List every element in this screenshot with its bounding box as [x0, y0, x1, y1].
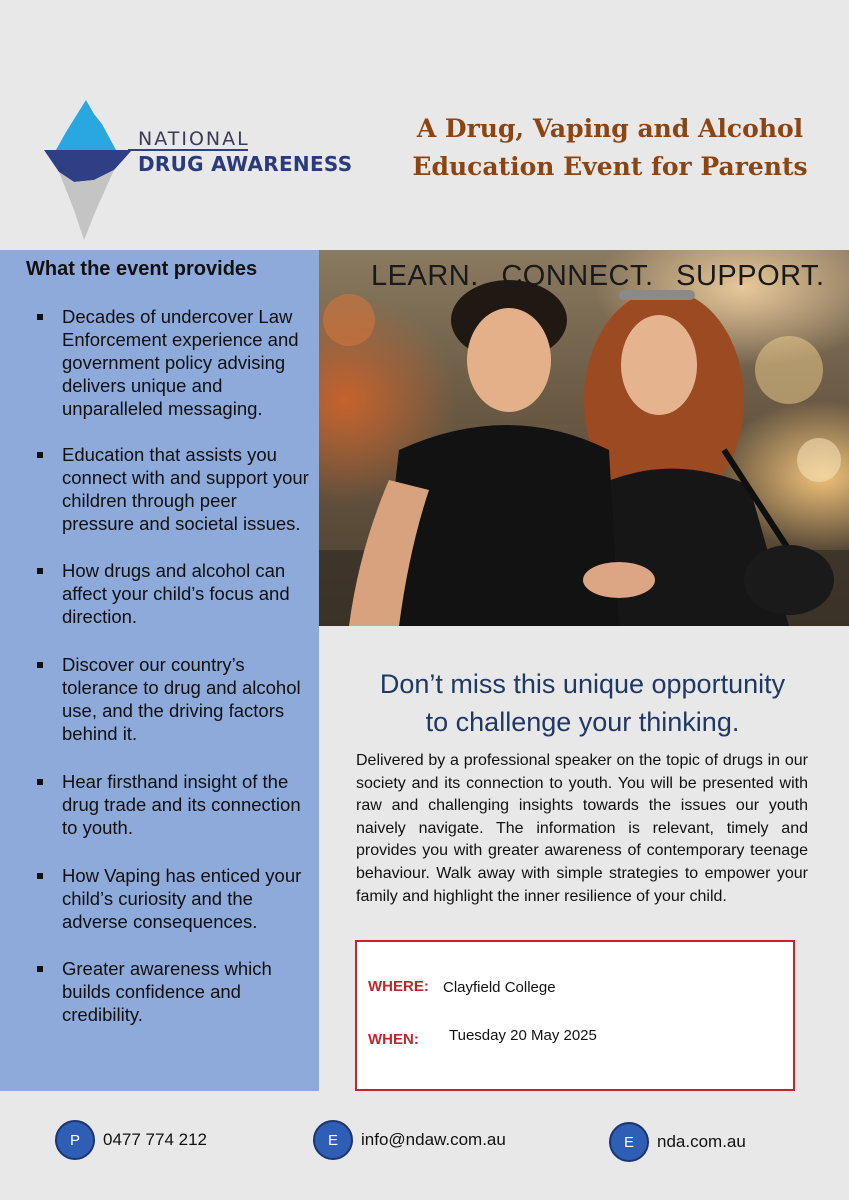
list-item — [0, 305, 319, 420]
website-url[interactable]: nda.com.au — [657, 1132, 746, 1151]
list-item — [0, 864, 319, 933]
list-item-text: Decades of undercover Law Enforcement experience and government policy advising delivers unique and unparalleled messaging. — [62, 306, 299, 419]
opportunity-heading — [330, 665, 835, 741]
event-description: Delivered by a professional speaker on the topic of drugs in our society and its connection to youth. You will be presented with raw and challenging insights towards the issues our youth naively navigate. The information is relevant, timely and provides you with greater awareness of contemporary teenage behaviour. Walk away with simple strategies to empower your family and highlight the inner resilience of your child. — [356, 752, 808, 905]
sidebar-title: What the event provides — [26, 258, 258, 280]
list-item-text: Education that assists you connect with and support your children through peer pressure and societal issues. — [62, 444, 309, 534]
list-item — [0, 443, 319, 535]
bullet-icon — [37, 662, 43, 668]
where-label: WHERE: — [368, 978, 429, 995]
list-item-text: How drugs and alcohol can affect your child’s focus and direction. — [62, 560, 290, 627]
list-item-text: How Vaping has enticed your child’s curiosity and the adverse consequences. — [62, 865, 302, 932]
parent-and-teen-photo — [319, 250, 849, 626]
email-icon: E — [313, 1120, 353, 1160]
list-item — [0, 770, 319, 839]
bullet-icon — [37, 568, 43, 574]
brand-logo — [44, 100, 364, 240]
website-icon: E — [609, 1122, 649, 1162]
headline-line-2: Education Event for Parents — [412, 152, 808, 181]
list-item-text: Greater awareness which builds confidence and credibility. — [62, 958, 272, 1025]
where-value: Clayfield College — [443, 979, 556, 996]
list-item — [0, 957, 319, 1026]
phone-icon: P — [55, 1120, 95, 1160]
headline-line-1: A Drug, Vaping and Alcohol — [416, 114, 804, 143]
hero-photo — [319, 250, 849, 626]
bullet-icon — [37, 966, 43, 972]
logo-national-text: NATIONAL — [138, 128, 250, 150]
opportunity-line-1: Don’t miss this unique opportunity — [379, 669, 786, 699]
opportunity-line-2: to challenge your thinking. — [425, 707, 740, 737]
phone-number[interactable]: 0477 774 212 — [103, 1130, 207, 1149]
list-item-text: Hear firsthand insight of the drug trade and its connection to youth. — [62, 771, 301, 838]
logo-drug-awareness-text: DRUG AWARENESS — [138, 152, 353, 176]
list-item — [0, 653, 319, 745]
list-item-text: Discover our country’s tolerance to drug and alcohol use, and the driving factors behind it. — [62, 654, 301, 744]
email-address[interactable]: info@ndaw.com.au — [361, 1130, 506, 1149]
page-headline — [400, 110, 820, 186]
event-provides-sidebar — [0, 250, 319, 1091]
event-details-box — [355, 940, 795, 1091]
bullet-icon — [37, 779, 43, 785]
bullet-icon — [37, 452, 43, 458]
iceberg-icon — [44, 100, 134, 240]
bullet-icon — [37, 873, 43, 879]
bullet-icon — [37, 314, 43, 320]
email-contact[interactable] — [313, 1120, 506, 1160]
list-item — [0, 559, 319, 628]
when-value: Tuesday 20 May 2025 — [449, 1027, 597, 1044]
website-contact[interactable] — [609, 1122, 746, 1162]
photo-tagline: LEARN. CONNECT. SUPPORT. — [371, 260, 825, 292]
phone-contact[interactable] — [55, 1120, 207, 1160]
provides-list — [0, 305, 319, 1026]
when-label: WHEN: — [368, 1031, 419, 1048]
